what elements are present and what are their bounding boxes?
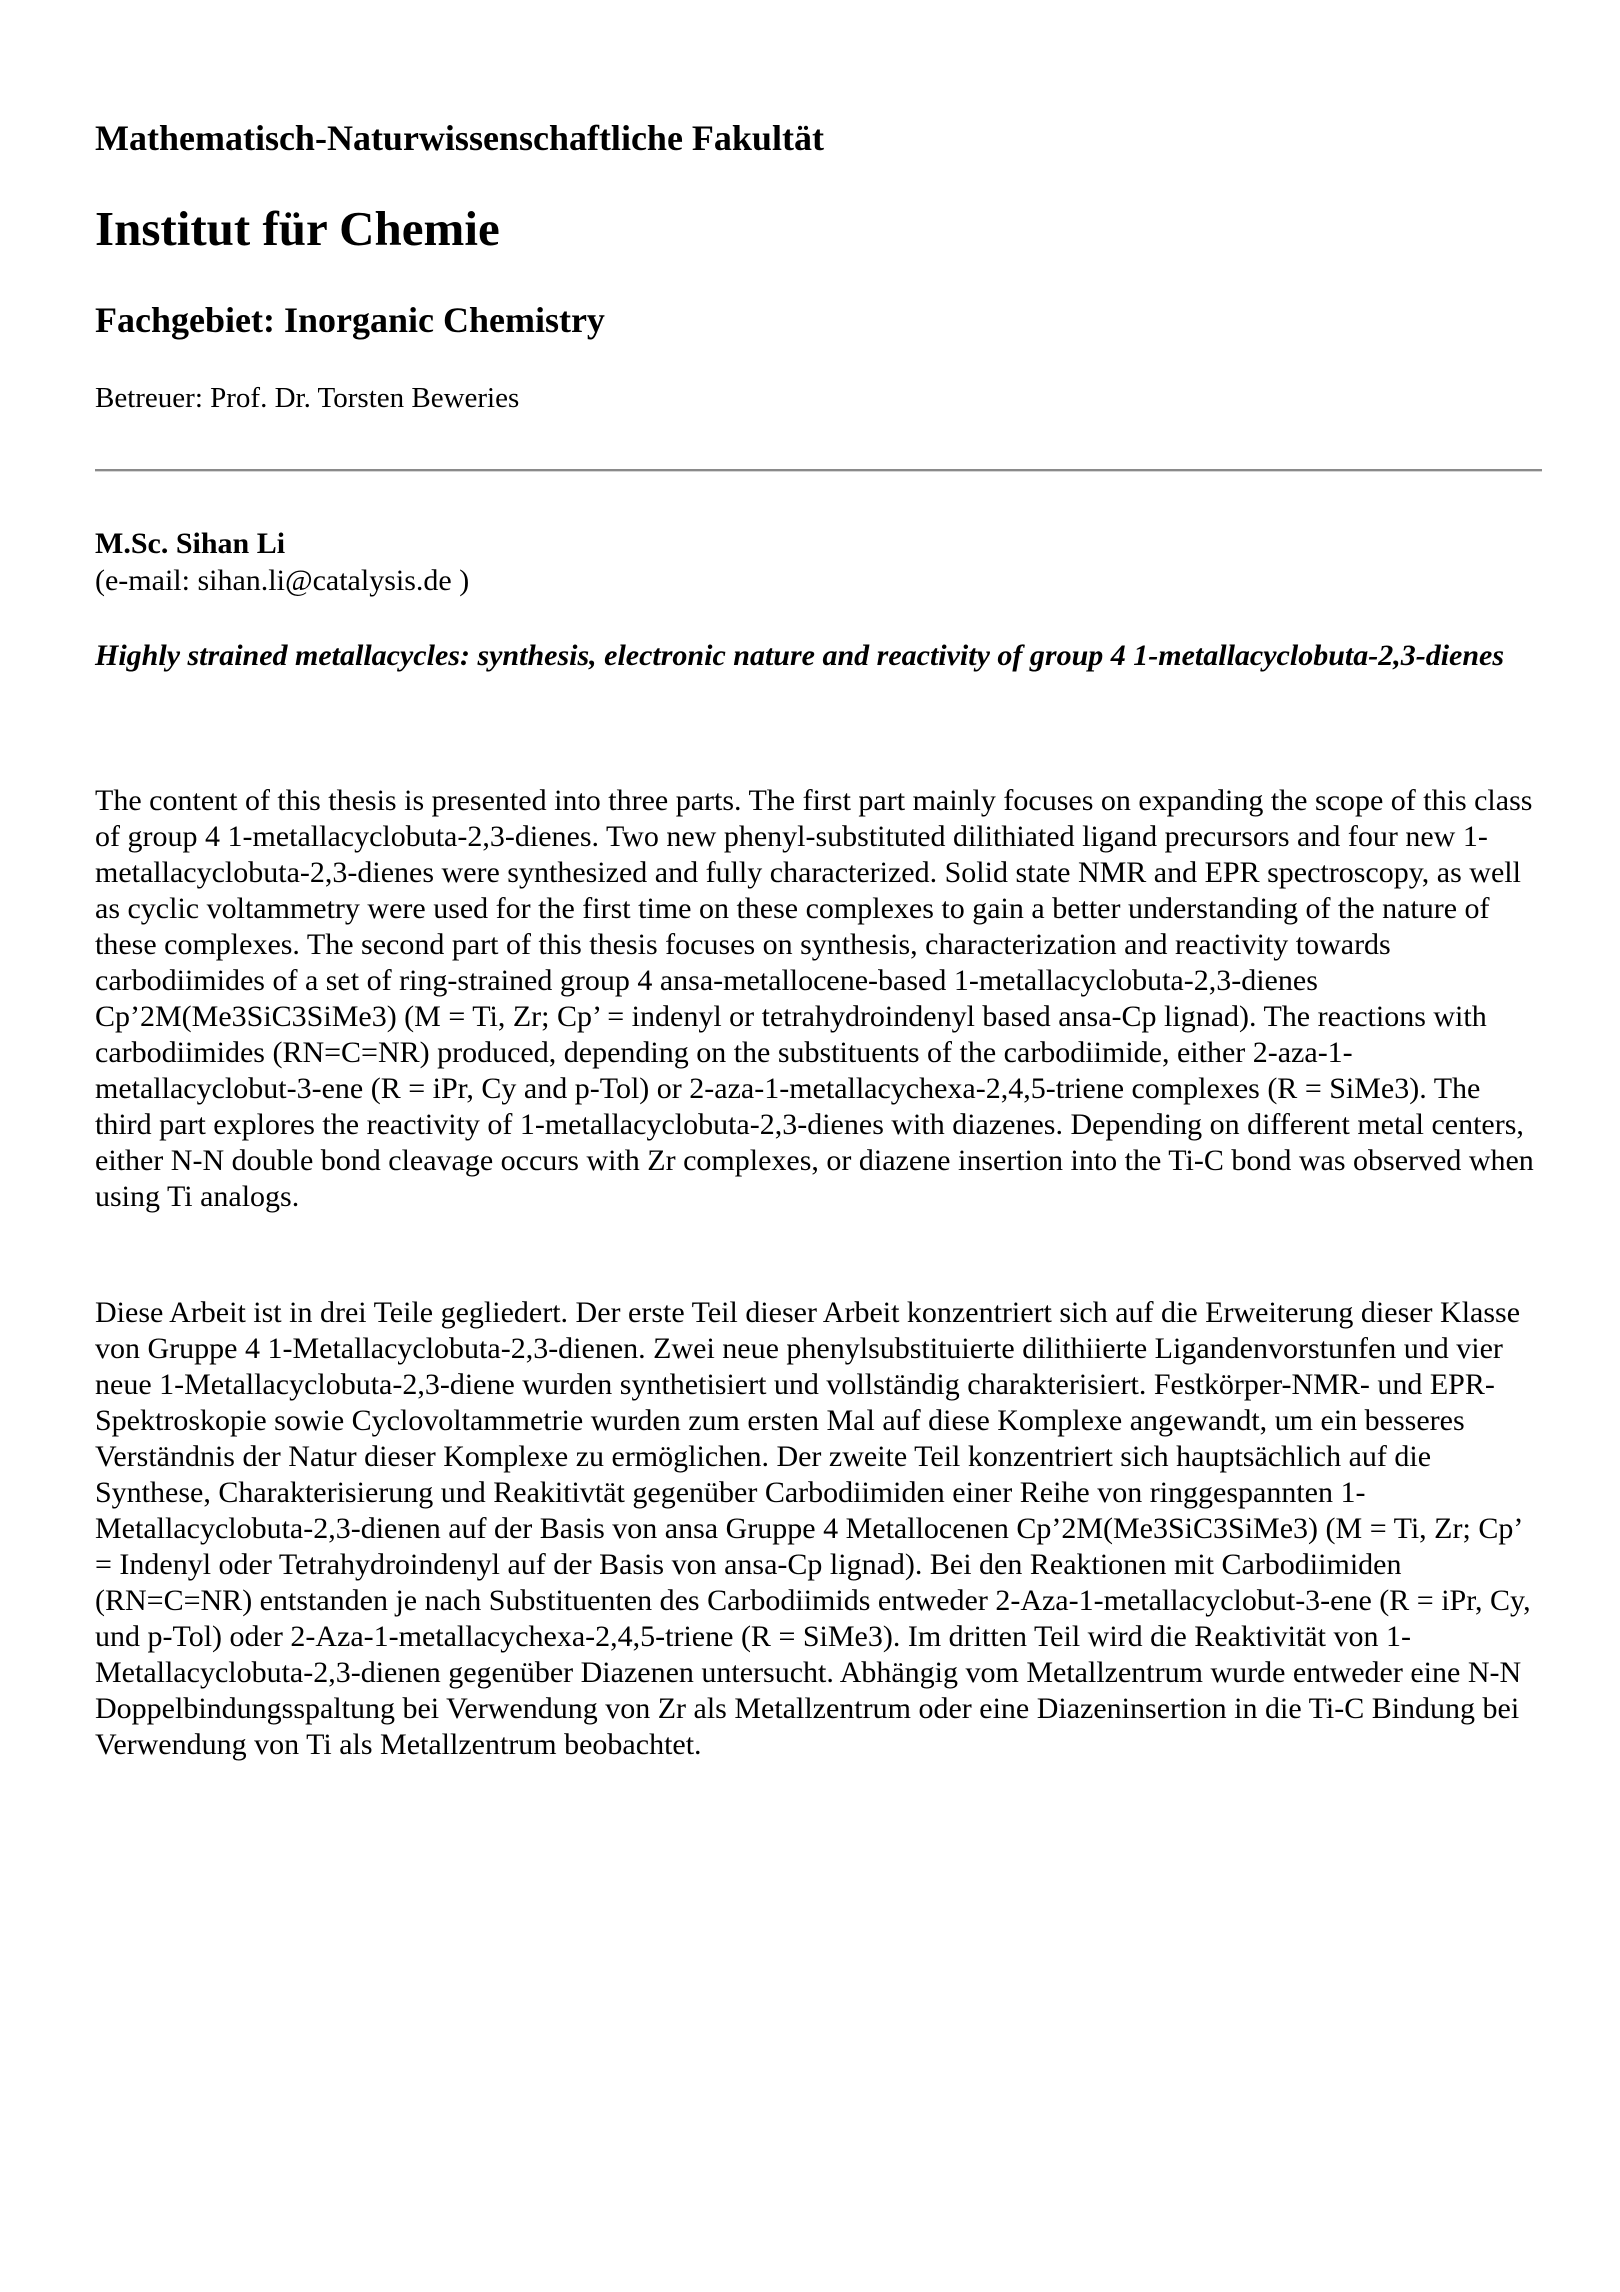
field-heading: Fachgebiet: Inorganic Chemistry [95, 300, 605, 340]
author-name: M.Sc. Sihan Li [95, 527, 286, 560]
abstract-german: Diese Arbeit ist in drei Teile gegliedert. Der erste Teil dieser Arbeit konzentriert sich auf die Erweiterung dieser Klasse von Gruppe 4 1-Metallacyclobuta-2,3-dienen. Zwei neue phenylsubstituierte dilithiierte Ligandenvorstunfen und vier neue 1-Metallacyclobuta-2,3-diene wurden synthetisiert und vollständig charakterisiert. Festkörper-NMR- und EPR-Spektroskopie sowie Cyclovoltammetrie wurden zum ersten Mal auf diese Komplexe angewandt, um ein besseres Verständnis der Natur dieser Komplexe zu ermöglichen. Der zweite Teil konzentriert sich hauptsächlich auf die Synthese, Charakterisierung und Reakitivtät gegenüber Carbodiimiden einer Reihe von ringgespannten 1-Metallacyclobuta-2,3-dienen auf der Basis von ansa Gruppe 4 Metallocenen Cp’2M(Me3SiC3SiMe3) (M = Ti, Zr; Cp’ = Indenyl oder Tetrahydroindenyl auf der Basis von ansa-Cp lignad). Bei den Reaktionen mit Carbodiimiden (RN=C=NR) entstanden je nach Substituenten des Carbodiimids entweder 2-Aza-1-metallacyclobut-3-ene (R = iPr, Cy, und p-Tol) oder 2-Aza-1-metallacychexa-2,4,5-triene (R = SiMe3). Im dritten Teil wird die Reaktivität von 1-Metallacyclobuta-2,3-dienen gegenüber Diazenen untersucht. Abhängig vom Metallzentrum wurde entweder eine N-N Doppelbindungsspaltung bei Verwendung von Zr als Metallzentrum oder eine Diazeninsertion in die Ti-C Bindung bei Verwendung von Ti als Metallzentrum beobachtet. [95, 1296, 1531, 1761]
author-email: (e-mail: sihan.li@catalysis.de ) [95, 564, 470, 597]
institute-heading: Institut für Chemie [95, 201, 500, 256]
faculty-heading: Mathematisch-Naturwissenschaftliche Fakultät [95, 118, 824, 158]
thesis-title: Highly strained metallacycles: synthesis, electronic nature and reactivity of group 4 1-metallacyclobuta-2,3-dienes [95, 639, 1505, 672]
supervisor-line: Betreuer: Prof. Dr. Torsten Beweries [95, 382, 520, 414]
horizontal-divider [95, 469, 1542, 472]
abstract-english: The content of this thesis is presented into three parts. The first part mainly focuses on expanding the scope of this class of group 4 1-metallacyclobuta-2,3-dienes. Two new phenyl-substituted dilithiated ligand precursors and four new 1-metallacyclobuta-2,3-dienes were synthesized and fully characterized. Solid state NMR and EPR spectroscopy, as well as cyclic voltammetry were used for the first time on these complexes to gain a better understanding of the nature of these complexes. The second part of this thesis focuses on synthesis, characterization and reactivity towards carbodiimides of a set of ring-strained group 4 ansa-metallocene-based 1-metallacyclobuta-2,3-dienes Cp’2M(Me3SiC3SiMe3) (M = Ti, Zr; Cp’ = indenyl or tetrahydroindenyl based ansa-Cp lignad). The reactions with carbodiimides (RN=C=NR) produced, depending on the substituents of the carbodiimide, either 2-aza-1-metallacyclobut-3-ene (R = iPr, Cy and p-Tol) or 2-aza-1-metallacychexa-2,4,5-triene complexes (R = SiMe3). The third part explores the reactivity of 1-metallacyclobuta-2,3-dienes with diazenes. Depending on different metal centers, either N-N double bond cleavage occurs with Zr complexes, or diazene insertion into the Ti-C bond was observed when using Ti analogs. [95, 784, 1534, 1213]
